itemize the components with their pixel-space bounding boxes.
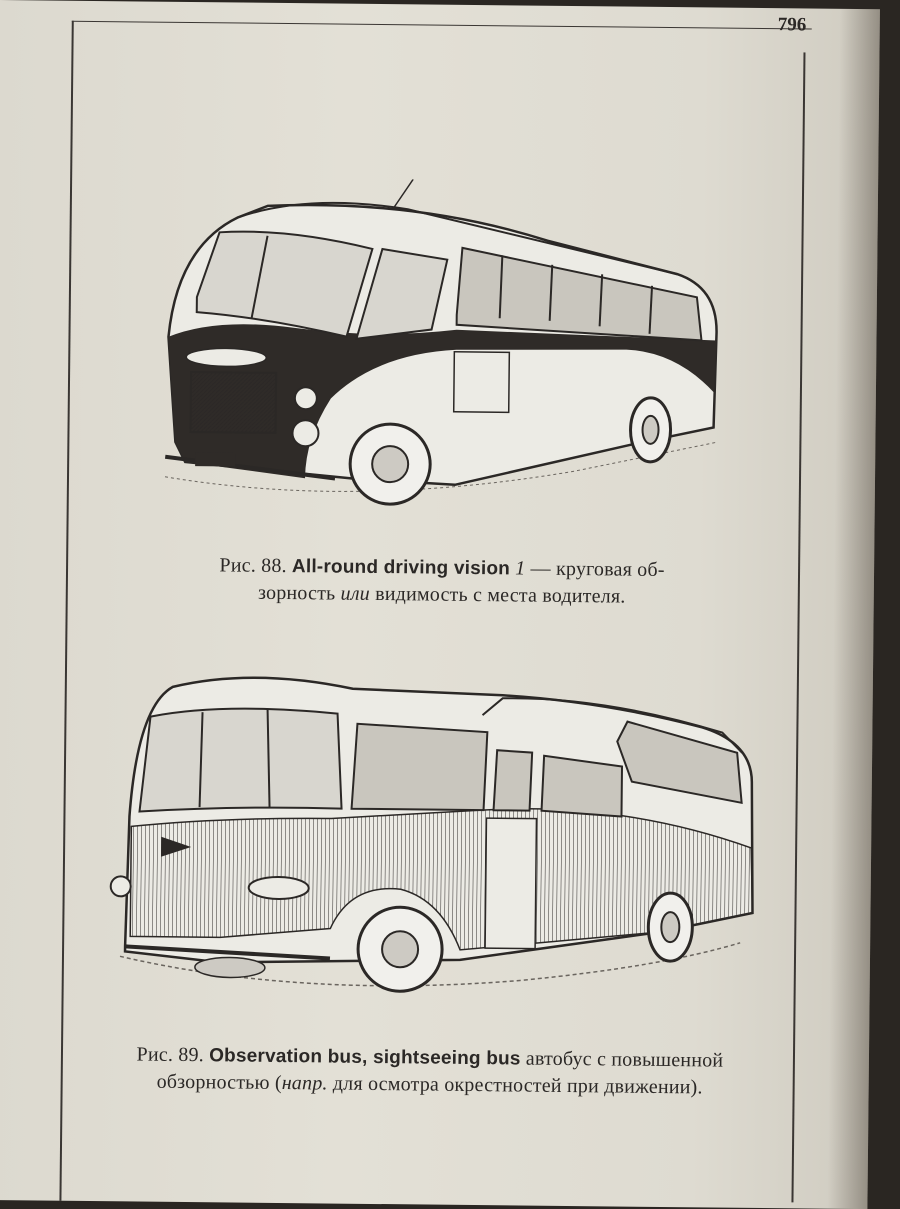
caption-88-prefix: Рис. 88. xyxy=(219,554,287,578)
figure-88-coach-illustration xyxy=(155,177,729,528)
caption-88-or-word: или xyxy=(340,582,371,605)
caption-89-term: Observation bus, sightseeing bus xyxy=(209,1045,521,1070)
caption-89-text-1: автобус с повышенной xyxy=(525,1047,724,1072)
page-number: 796 xyxy=(777,14,807,36)
caption-89-abbr: напр. xyxy=(281,1072,328,1095)
figure-88-caption xyxy=(152,552,733,612)
caption-88-text-1: круговая об- xyxy=(555,557,665,581)
figure-89-observation-bus-illustration xyxy=(99,666,763,1018)
caption-88-dash: — xyxy=(530,557,551,580)
caption-88-text-2: зорность xyxy=(257,581,336,605)
caption-89-text-2: обзорностью ( xyxy=(156,1070,282,1095)
page-gutter-shadow xyxy=(827,9,880,1209)
caption-88-text-3: видимость с места водителя. xyxy=(375,582,626,608)
caption-88-term: All-round driving vision xyxy=(291,556,511,580)
caption-88-index: 1 xyxy=(515,557,526,580)
caption-89-text-3: для осмотра окрестностей при движении). xyxy=(332,1072,703,1099)
caption-89-prefix: Рис. 89. xyxy=(136,1043,205,1067)
figure-89-caption xyxy=(69,1041,792,1103)
